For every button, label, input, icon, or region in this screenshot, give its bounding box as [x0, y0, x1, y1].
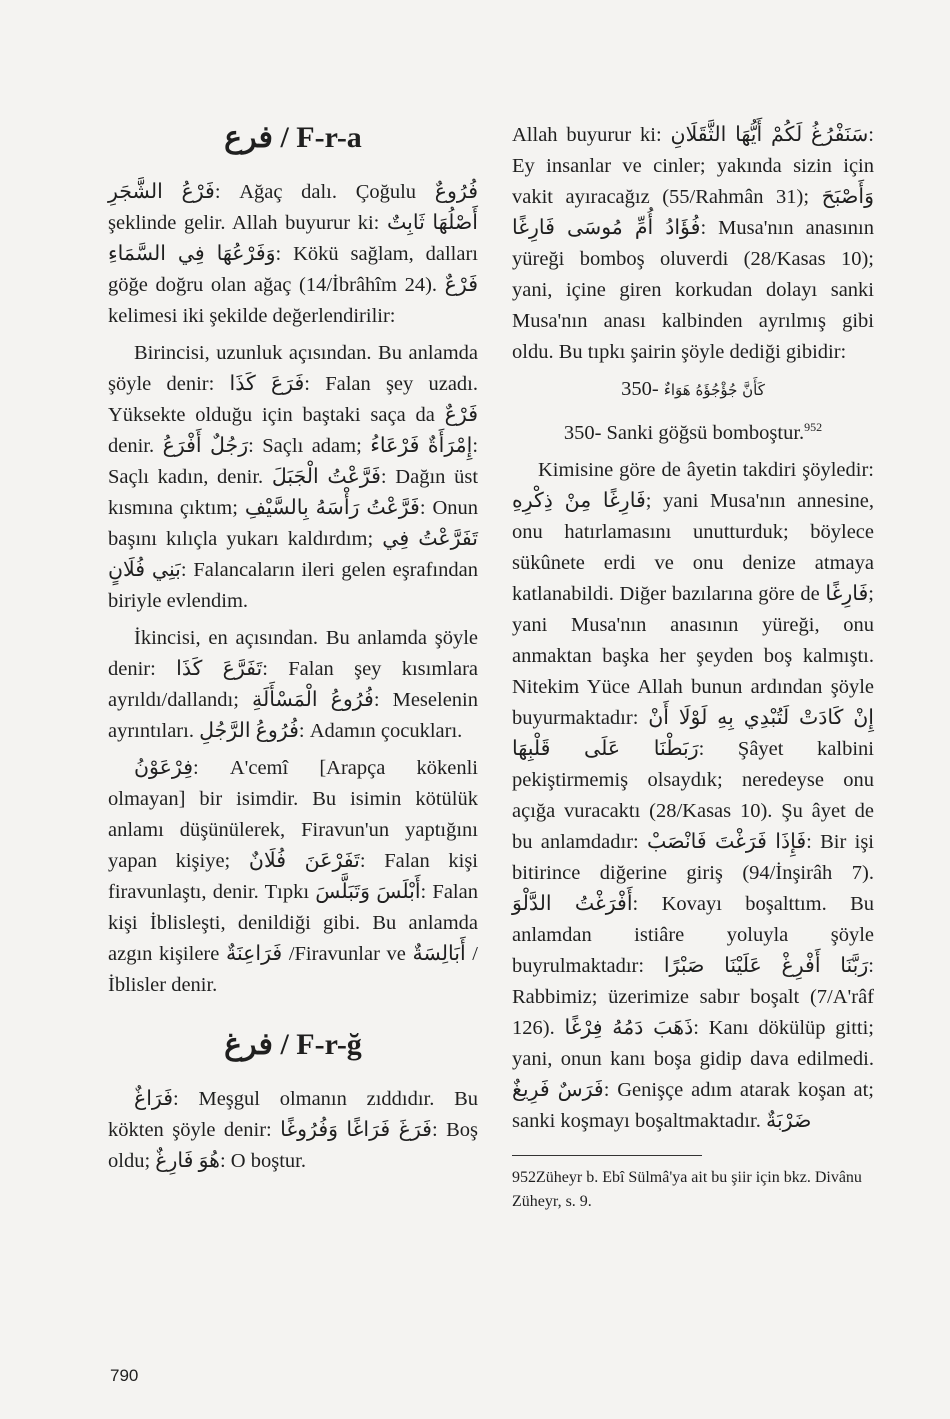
poem-verse-arabic	[512, 374, 874, 406]
text-line: فَرْعُ الشَّجَرِ: Ağaç dalı. Çoğulu	[108, 181, 417, 203]
entry-paragraph: فَرَاغٌ: Meşgul olmanın zıddıdır. Bu kökten şöyle denir: فَرَغَ فَرَاغًا وَفُرُوغًا: Boş oldu; هُوَ فَارِغٌ: O boştur.	[108, 1088, 478, 1172]
entry-paragraph: فِرْعَوْنُ: A'cemî [Arapça kökenli olmayan] bir isimdir. Bu isimin kötülük anlamı düşünülerek, Firavun'un yaptığını yapan kişiye; تَفَرْعَنَ فُلَانٌ: Falan kişi firavunlaştı, denir. Tıpkı أَبْلَسَ وَتَبَلَّسَ: Falan kişi İblisleşti, denildiği gibi. Bu anlamda azgın kişilere فَرَاعِنَةٌ /Firavunlar ve أَبَالِسَةٌ /İblisler denir.	[108, 757, 479, 996]
verse-arabic: كَأَنَّ جُؤْجُؤَهُ هَوَاءٌ	[663, 381, 765, 399]
entry-heading-f-r-g: فرغ / F-r-ğ	[224, 1028, 362, 1061]
entry-paragraph	[108, 177, 478, 332]
entry-paragraph: İkincisi, en açısından. Bu anlamda şöyle denir: تَفَرَّعَ كَذَا: Falan şey kısımlara ayrıldı/dallandı; فُرُوعُ الْمَسْأَلَةِ: Meselenin ayrıntıları. فُرُوعُ الرَّجُلِ: Adamın çocukları.	[108, 627, 478, 742]
footnote-ref: 952	[804, 420, 823, 434]
right-column	[512, 120, 874, 1214]
text-line: أَصْلُهَا ثَابِتٌ وَفَرْعُهَا فِي السَّمَاءِ: Kökü sağlam, dalları göğe doğru olan ağaç (14/İbrâhîm 24). فَرْعٌ kelimesi iki şekilde değerlendirilir:	[108, 212, 479, 327]
footnote-divider	[512, 1155, 702, 1156]
verse-number: -350	[621, 378, 659, 400]
entry-heading-f-r-a: فرع / F-r-a	[224, 121, 362, 154]
left-column	[108, 120, 478, 1183]
entry-paragraph: Allah buyurur ki: سَنَفْرُغُ لَكُمْ أَيُّهَا الثَّقَلَانِ: Ey insanlar ve cinler; yakında sizin için vakit ayıracağız (55/Rahmân 31); وَأَصْبَحَ فُؤَادُ أُمِّ مُوسَى فَارِغًا: Musa'nın anasının yüreği bomboş oluverdi (28/Kasas 10); yani, içine giren korkudan dolayı sanki Musa'nın anası kalbinden ayrılmış gibi oldu. Bu tıpkı şairin şöyle dediği gibidir:	[512, 124, 874, 363]
footnote: 952Züheyr b. Ebî Sülmâ'ya ait bu şiir için bkz. Divânu Züheyr, s. 9.	[512, 1168, 862, 1210]
page-number: 790	[110, 1366, 139, 1385]
poem-verse-translation	[512, 412, 874, 449]
text-line: فُرُوعٌ şeklinde gelir. Allah buyurur ki:	[108, 181, 478, 234]
entry-paragraph: Birincisi, uzunluk açısından. Bu anlamda şöyle denir: فَرَعَ كَذَا: Falan şey uzadı. Yüksekte olduğu için baştaki saça da فَرْعٌ denir. رَجُلٌ أَفْرَعُ: Saçlı adam; إِمْرَأَةٌ فَرْعَاءُ: Saçlı kadın, denir. فَرَّعْتُ الْجَبَلَ: Dağın üst kısmına çıktım; فَرَّعْتُ رَأْسَهُ بِالسَّيْفِ: Onun başını kılıçla yukarı kaldırdım; تَفَرَّعْتُ فِي بَنِي فُلَانٍ: Falancaların ileri gelen eşrafından biriyle evlendim.	[108, 342, 479, 612]
entry-paragraph: Kimisine göre de âyetin takdiri şöyledir: فَارِغًا مِنْ ذِكْرِهِ; yani Musa'nın annesine, onu hatırlamasını unutturduk; böylece sükûnete erdi ve onu denize atmaya katlanabildi. Diğer bazılarına göre de فَارِغًا; yani Musa'nın anasının yüreği, onu anmaktan başka her şeyden boş kalmıştı. Nitekim Yüce Allah bunun ardından şöyle buyurmaktadır: إِنْ كَادَتْ لَتُبْدِي بِهِ لَوْلَا أَنْ رَبَطْنَا عَلَى قَلْبِهَا: Şâyet kalbini pekiştirmemiş olsaydık; neredeyse onu açığa vuracaktı (28/Kasas 10). Şu âyet de bu anlamdadır: فَإِذَا فَرَغْتَ فَانْصَبْ: Bir işi bitirince diğerine giriş (94/İnşirâh 7). أَفْرَغْتُ الدَّلْوَ: Kovayı boşalttım. Bu anlamdan istiâre yoluyla şöyle buyrulmaktadır: رَبَّنَا أَفْرِغْ عَلَيْنَا صَبْرًا: Rabbimiz; üzerimize sabır boşalt (7/A'râf 126). ذَهَبَ دَمُهُ فِرْغًا: Kanı dökülüp gitti; yani, onun kanı boşa gidip dava edilmedi. فَرَسٌ فَرِيغٌ: Genişçe adım atarak koşan at; sanki koşmayı boşaltmaktadır. ضَرْبَةٌ	[512, 458, 875, 1132]
verse-translation: 350- Sanki göğsü bomboştur.	[563, 421, 805, 444]
